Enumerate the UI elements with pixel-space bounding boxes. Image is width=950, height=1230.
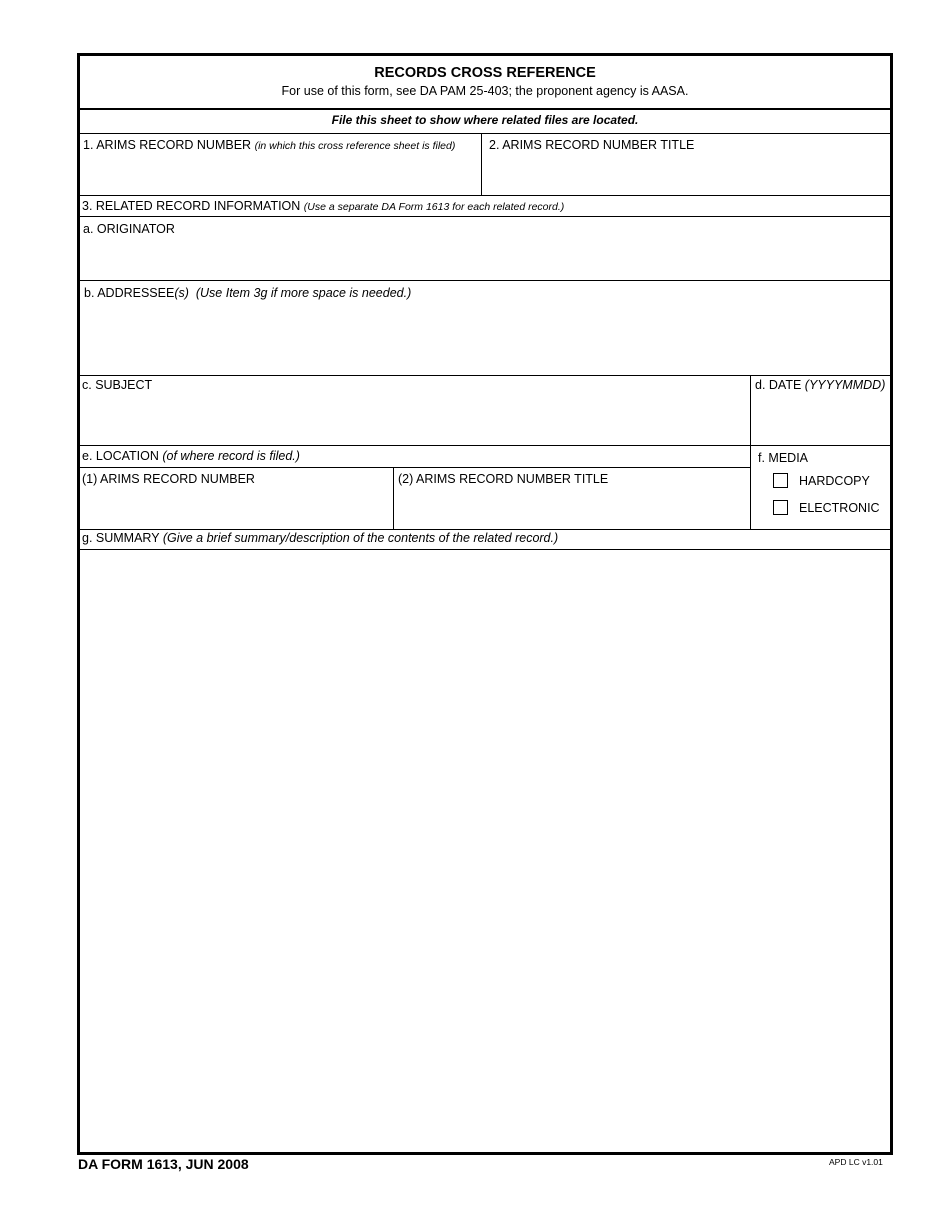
- form-id: DA FORM 1613, JUN 2008: [78, 1156, 249, 1172]
- addressee-hint: (Use Item 3g if more space is needed.): [195, 286, 412, 300]
- addressee-input[interactable]: [84, 306, 886, 370]
- rule-instruction: [78, 133, 892, 134]
- hardcopy-label: HARDCOPY: [799, 474, 870, 488]
- rule-location-sub: [78, 467, 751, 468]
- item3-hint: (Use a separate DA Form 1613 for each related record.): [303, 201, 565, 213]
- electronic-checkbox[interactable]: [773, 500, 788, 515]
- rule-addressee: [78, 280, 892, 281]
- addressee-label-suffix: (s): [174, 286, 189, 300]
- location-label-text: e. LOCATION: [82, 449, 159, 463]
- addressee-label: [84, 286, 411, 301]
- location-hint: (of where record is filed.): [162, 449, 300, 463]
- subject-label: c. SUBJECT: [82, 378, 153, 392]
- location-record-title-input[interactable]: [399, 492, 745, 524]
- divider-date-media: [750, 375, 751, 529]
- item3-label-text: 3. RELATED RECORD INFORMATION: [82, 199, 301, 213]
- rule-item3: [78, 195, 892, 196]
- instruction-text: File this sheet to show where related files are located.: [331, 113, 639, 127]
- form-version: APD LC v1.01: [829, 1157, 883, 1167]
- hardcopy-checkbox[interactable]: [773, 473, 788, 488]
- summary-label-text: g. SUMMARY: [82, 531, 160, 545]
- summary-hint: (Give a brief summary/description of the contents of the related record.): [162, 531, 559, 545]
- item1-hint: (in which this cross reference sheet is filed): [254, 140, 456, 152]
- electronic-label: ELECTRONIC: [799, 501, 880, 515]
- item1-label: [83, 138, 455, 154]
- item3-label: [82, 199, 564, 215]
- item1-label-text: 1. ARIMS RECORD NUMBER: [83, 138, 252, 152]
- rule-location: [78, 445, 892, 446]
- location-number-label: (1) ARIMS RECORD NUMBER: [82, 472, 255, 486]
- addressee-label-text: b. ADDRESSEE: [84, 286, 175, 300]
- location-label: [82, 449, 300, 464]
- rule-summary-body: [78, 549, 892, 550]
- rule-header: [78, 108, 892, 110]
- date-label: [755, 378, 885, 393]
- date-input[interactable]: [756, 400, 886, 440]
- arims-record-title-input[interactable]: [488, 158, 886, 190]
- subject-input[interactable]: [84, 398, 744, 440]
- summary-input[interactable]: [84, 556, 886, 1146]
- arims-record-number-input[interactable]: [84, 158, 476, 190]
- rule-subject: [78, 375, 892, 376]
- summary-label: [82, 531, 558, 546]
- divider-item1-item2: [481, 133, 482, 195]
- date-label-text: d. DATE: [755, 378, 802, 392]
- form-title: RECORDS CROSS REFERENCE: [374, 65, 596, 81]
- location-title-label: (2) ARIMS RECORD NUMBER TITLE: [398, 472, 609, 486]
- form-subtitle: For use of this form, see DA PAM 25-403; the proponent agency is AASA.: [281, 84, 689, 98]
- location-record-number-input[interactable]: [84, 492, 388, 524]
- rule-originator: [78, 216, 892, 217]
- rule-summary: [78, 529, 892, 530]
- originator-input[interactable]: [84, 242, 886, 276]
- originator-label: a. ORIGINATOR: [83, 222, 175, 236]
- item2-label: 2. ARIMS RECORD NUMBER TITLE: [489, 138, 695, 152]
- date-hint: (YYYYMMDD): [804, 378, 886, 392]
- media-label: f. MEDIA: [758, 451, 809, 465]
- divider-location: [393, 467, 394, 529]
